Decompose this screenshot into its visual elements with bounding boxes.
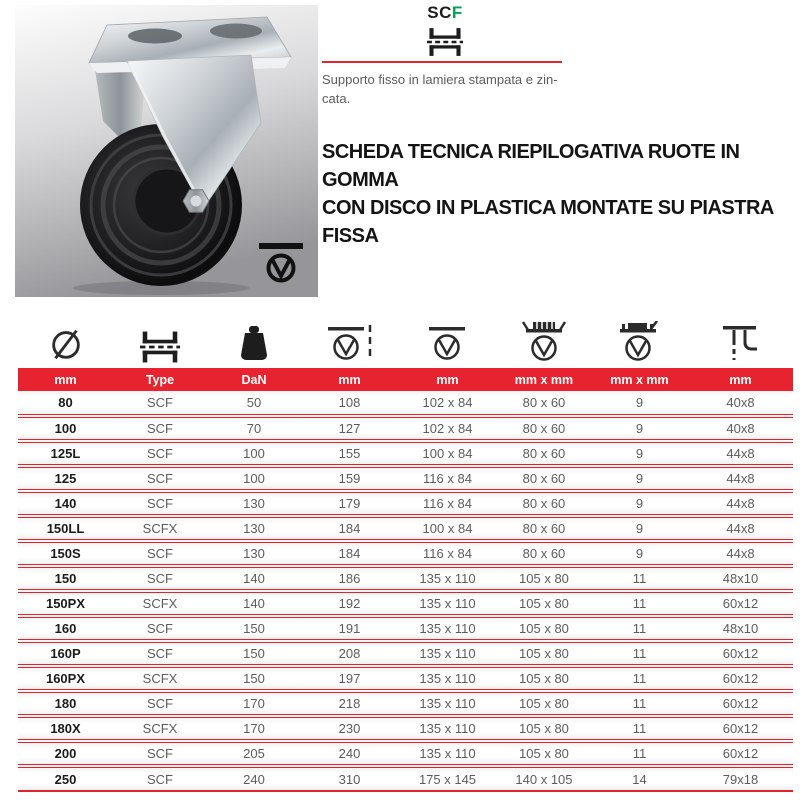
- cell-wheel-diameter: 160P: [18, 641, 113, 666]
- cell-value: 150: [207, 641, 301, 666]
- cell-value: 80 x 60: [497, 466, 591, 491]
- cell-value: 191: [301, 616, 398, 641]
- table-row: [18, 466, 793, 491]
- cell-value: SCF: [113, 491, 207, 516]
- cell-value: 44x8: [688, 466, 793, 491]
- product-code-f: F: [451, 3, 463, 22]
- cell-value: 80 x 60: [497, 491, 591, 516]
- cell-value: 218: [301, 691, 398, 716]
- cell-value: 100: [207, 441, 301, 466]
- cell-value: 240: [207, 766, 301, 791]
- cell-value: SCF: [113, 616, 207, 641]
- cell-value: 60x12: [688, 666, 793, 691]
- cell-value: 135 x 110: [398, 691, 497, 716]
- column-header: DaN: [207, 368, 301, 391]
- cell-value: 184: [301, 516, 398, 541]
- swivel-caster-icon: [258, 243, 304, 285]
- cell-wheel-diameter: 160PX: [18, 666, 113, 691]
- cell-wheel-diameter: 100: [18, 416, 113, 441]
- cell-value: 186: [301, 566, 398, 591]
- page-title: [322, 138, 800, 250]
- cell-value: 205: [207, 741, 301, 766]
- cell-wheel-diameter: 180X: [18, 716, 113, 741]
- cell-value: 170: [207, 716, 301, 741]
- cell-value: 9: [591, 491, 688, 516]
- cell-value: 135 x 110: [398, 616, 497, 641]
- cell-value: 105 x 80: [497, 716, 591, 741]
- product-description: [322, 70, 622, 108]
- load-capacity-icon: [207, 316, 301, 368]
- cell-value: 140 x 105: [497, 766, 591, 791]
- table-row: [18, 741, 793, 766]
- title-line-2: CON DISCO IN PLASTICA MONTATE SU PIASTRA FISSA: [322, 197, 774, 247]
- cell-value: 100 x 84: [398, 441, 497, 466]
- cell-value: 150: [207, 616, 301, 641]
- wheel-icon: [398, 316, 497, 368]
- cell-value: SCFX: [113, 666, 207, 691]
- cell-value: 11: [591, 591, 688, 616]
- cell-value: SCFX: [113, 591, 207, 616]
- cell-value: 116 x 84: [398, 541, 497, 566]
- cell-value: 130: [207, 541, 301, 566]
- cell-value: 105 x 80: [497, 641, 591, 666]
- cell-value: 60x12: [688, 691, 793, 716]
- cell-value: SCF: [113, 741, 207, 766]
- cell-wheel-diameter: 200: [18, 741, 113, 766]
- cell-value: 9: [591, 541, 688, 566]
- cell-value: 44x8: [688, 441, 793, 466]
- cell-value: 130: [207, 516, 301, 541]
- plate-size-icon: [497, 316, 591, 368]
- cell-value: 105 x 80: [497, 666, 591, 691]
- cell-wheel-diameter: 180: [18, 691, 113, 716]
- table-label-header-row: [18, 368, 793, 391]
- table-row: [18, 441, 793, 466]
- table-row: [18, 491, 793, 516]
- cell-value: 130: [207, 491, 301, 516]
- spec-table: [18, 316, 793, 792]
- cell-value: SCF: [113, 541, 207, 566]
- cell-value: 60x12: [688, 716, 793, 741]
- cell-value: 197: [301, 666, 398, 691]
- cell-value: 80 x 60: [497, 516, 591, 541]
- diameter-icon: [18, 316, 113, 368]
- cell-value: 155: [301, 441, 398, 466]
- column-header: mm: [398, 368, 497, 391]
- cell-value: 11: [591, 666, 688, 691]
- cell-value: 11: [591, 616, 688, 641]
- table-row: [18, 416, 793, 441]
- cell-wheel-diameter: 160: [18, 616, 113, 641]
- table-row: [18, 641, 793, 666]
- cell-value: 80 x 60: [497, 416, 591, 441]
- cell-value: 60x12: [688, 741, 793, 766]
- cell-value: 60x12: [688, 641, 793, 666]
- cell-value: 100 x 84: [398, 516, 497, 541]
- cell-value: 9: [591, 391, 688, 416]
- cell-value: 179: [301, 491, 398, 516]
- column-header: Type: [113, 368, 207, 391]
- cell-value: 9: [591, 416, 688, 441]
- cell-value: 11: [591, 566, 688, 591]
- column-header: mm x mm: [497, 368, 591, 391]
- product-code-block: [422, 2, 468, 62]
- cell-value: 159: [301, 466, 398, 491]
- cell-value: 102 x 84: [398, 416, 497, 441]
- cell-value: 170: [207, 691, 301, 716]
- cell-value: 208: [301, 641, 398, 666]
- cell-value: 135 x 110: [398, 591, 497, 616]
- cell-value: 70: [207, 416, 301, 441]
- description-line-2: cata.: [322, 91, 351, 106]
- column-header: mm: [301, 368, 398, 391]
- table-row: [18, 566, 793, 591]
- cell-value: 192: [301, 591, 398, 616]
- cell-value: 135 x 110: [398, 641, 497, 666]
- cell-value: SCF: [113, 691, 207, 716]
- cell-wheel-diameter: 125: [18, 466, 113, 491]
- table-row: [18, 766, 793, 791]
- header-block: [322, 0, 800, 310]
- cell-value: SCFX: [113, 716, 207, 741]
- product-code: [422, 2, 468, 24]
- cell-wheel-diameter: 150S: [18, 541, 113, 566]
- cell-value: 140: [207, 591, 301, 616]
- cell-value: 48x10: [688, 566, 793, 591]
- cell-value: 100: [207, 466, 301, 491]
- cell-value: SCF: [113, 416, 207, 441]
- cell-value: 11: [591, 741, 688, 766]
- cell-value: 79x18: [688, 766, 793, 791]
- cell-value: SCF: [113, 391, 207, 416]
- cell-value: 105 x 80: [497, 566, 591, 591]
- product-photo: [15, 5, 318, 297]
- cell-value: 48x10: [688, 616, 793, 641]
- cell-value: 44x8: [688, 541, 793, 566]
- cell-value: 108: [301, 391, 398, 416]
- cell-value: SCF: [113, 466, 207, 491]
- cell-value: 9: [591, 516, 688, 541]
- table-row: [18, 666, 793, 691]
- cell-value: 230: [301, 716, 398, 741]
- cell-wheel-diameter: 125L: [18, 441, 113, 466]
- cell-value: 140: [207, 566, 301, 591]
- cell-value: 9: [591, 441, 688, 466]
- cell-wheel-diameter: 140: [18, 491, 113, 516]
- table-row: [18, 516, 793, 541]
- cell-value: 14: [591, 766, 688, 791]
- description-line-1: Supporto fisso in lamiera stampata e zin-: [322, 72, 558, 87]
- table-row: [18, 591, 793, 616]
- table-body: [18, 391, 793, 791]
- cell-value: 60x12: [688, 591, 793, 616]
- cell-value: 80 x 60: [497, 391, 591, 416]
- cell-value: 135 x 110: [398, 741, 497, 766]
- cell-value: 116 x 84: [398, 491, 497, 516]
- cell-value: SCF: [113, 641, 207, 666]
- cell-value: 175 x 145: [398, 766, 497, 791]
- bolt-holes-distance-icon: [591, 316, 688, 368]
- title-line-1: SCHEDA TECNICA RIEPILOGATIVA RUOTE IN GOMMA: [322, 141, 740, 191]
- cell-value: 135 x 110: [398, 566, 497, 591]
- product-code-sc: SC: [427, 3, 452, 22]
- table-row: [18, 541, 793, 566]
- cell-wheel-diameter: 80: [18, 391, 113, 416]
- cell-value: 40x8: [688, 391, 793, 416]
- cell-wheel-diameter: 150LL: [18, 516, 113, 541]
- cell-value: 40x8: [688, 416, 793, 441]
- cell-value: 50: [207, 391, 301, 416]
- cell-value: SCF: [113, 566, 207, 591]
- cell-value: 105 x 80: [497, 591, 591, 616]
- wheel-hub-icon: [688, 316, 793, 368]
- cell-value: 127: [301, 416, 398, 441]
- cell-value: SCF: [113, 766, 207, 791]
- column-header: mm: [18, 368, 113, 391]
- cell-value: 80 x 60: [497, 541, 591, 566]
- cell-value: 44x8: [688, 516, 793, 541]
- cell-value: 105 x 80: [497, 691, 591, 716]
- fixed-plate-icon: [422, 27, 468, 62]
- cell-value: SCF: [113, 441, 207, 466]
- cell-value: 105 x 80: [497, 741, 591, 766]
- cell-value: 310: [301, 766, 398, 791]
- cell-value: 150: [207, 666, 301, 691]
- cell-value: 44x8: [688, 491, 793, 516]
- cell-value: 105 x 80: [497, 616, 591, 641]
- table-row: [18, 391, 793, 416]
- total-height-icon: [301, 316, 398, 368]
- cell-value: 102 x 84: [398, 391, 497, 416]
- table-icon-header-row: [18, 316, 793, 368]
- fixed-plate-icon: [113, 316, 207, 368]
- cell-wheel-diameter: 250: [18, 766, 113, 791]
- cell-value: 116 x 84: [398, 466, 497, 491]
- cell-value: 80 x 60: [497, 441, 591, 466]
- cell-wheel-diameter: 150PX: [18, 591, 113, 616]
- divider-line: [322, 61, 562, 63]
- cell-value: 11: [591, 691, 688, 716]
- column-header: mm x mm: [591, 368, 688, 391]
- cell-value: 135 x 110: [398, 716, 497, 741]
- cell-value: 135 x 110: [398, 666, 497, 691]
- table-row: [18, 616, 793, 641]
- cell-value: 9: [591, 466, 688, 491]
- cell-value: 184: [301, 541, 398, 566]
- table-row: [18, 691, 793, 716]
- cell-value: 240: [301, 741, 398, 766]
- cell-wheel-diameter: 150: [18, 566, 113, 591]
- table-row: [18, 716, 793, 741]
- cell-value: 11: [591, 716, 688, 741]
- cell-value: SCFX: [113, 516, 207, 541]
- column-header: mm: [688, 368, 793, 391]
- cell-value: 11: [591, 641, 688, 666]
